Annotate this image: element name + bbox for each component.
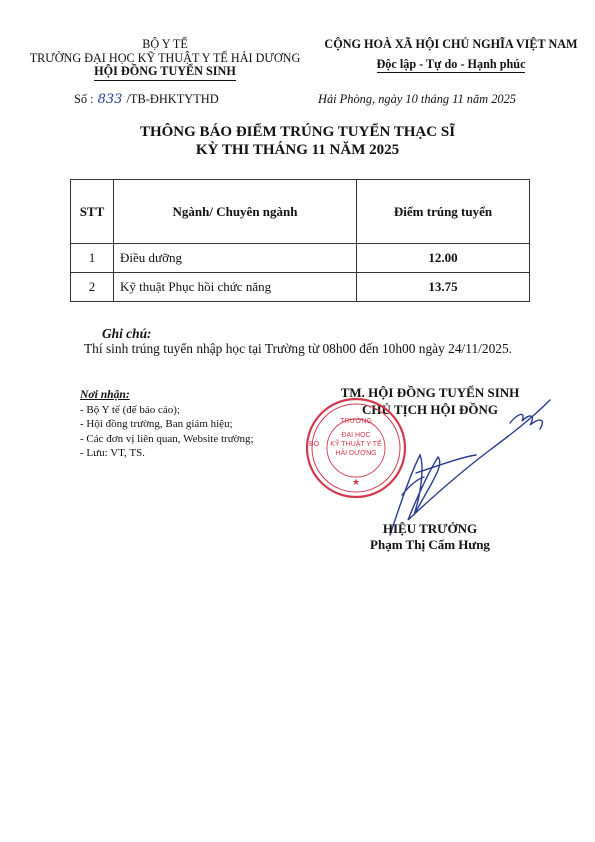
row-stt: 2 — [71, 273, 114, 302]
row-major: Điều dưỡng — [114, 244, 357, 273]
note-text: Thí sinh trúng tuyển nhập học tại Trường từ 08h00 đến 10h00 ngày 24/11/2025. — [84, 341, 513, 356]
recipients-block — [80, 388, 254, 461]
header-stt: STT — [71, 180, 114, 244]
national-motto: Độc lập - Tự do - Hạnh phúc — [377, 58, 526, 74]
doc-number-handwritten: 833 — [97, 92, 123, 107]
signer-block — [300, 521, 560, 553]
document-title — [0, 123, 595, 159]
signature-line-2: CHỦ TỊCH HỘI ĐỒNG — [362, 402, 498, 417]
title-line-2: KỲ THI THÁNG 11 NĂM 2025 — [195, 142, 400, 158]
seal-text-line2: KỸ THUẬT Y TẾ — [330, 441, 382, 448]
row-score: 13.75 — [357, 273, 530, 302]
recipients-label: Nơi nhận: — [80, 388, 130, 401]
seal-text-line1: ĐẠI HỌC — [341, 432, 371, 439]
row-stt: 1 — [71, 244, 114, 273]
title-line-1: THÔNG BÁO ĐIỂM TRÚNG TUYỂN THẠC SĨ — [139, 124, 456, 140]
signer-role: HIỆU TRƯỞNG — [382, 521, 478, 536]
seal-star-icon: ★ — [351, 477, 361, 487]
signature-line-1: TM. HỘI ĐỒNG TUYỂN SINH — [340, 385, 520, 400]
row-major: Kỹ thuật Phục hồi chức năng — [114, 273, 357, 302]
header-major: Ngành/ Chuyên ngành — [114, 180, 357, 244]
doc-number-suffix: /TB-ĐHKTYTHD — [126, 92, 219, 106]
republic-name: CỘNG HOÀ XÃ HỘI CHỦ NGHĨA VIỆT NAM — [324, 37, 578, 51]
seal-text-side: BỘ — [308, 441, 320, 448]
seal-text-line3: HẢI DƯƠNG — [335, 450, 377, 457]
council-name: HỘI ĐỒNG TUYỂN SINH — [94, 65, 236, 81]
recipient-item: - Các đơn vị liên quan, Website trường; — [80, 432, 254, 445]
doc-number-prefix: Số : — [74, 92, 94, 106]
header-score: Điểm trúng tuyển — [357, 180, 530, 244]
table-header-row — [71, 180, 530, 244]
seal-text-top: TRƯỜNG — [340, 418, 372, 425]
ministry-name: BỘ Y TẾ — [142, 37, 188, 51]
document-number — [74, 92, 219, 107]
recipient-item: - Lưu: VT, TS. — [80, 447, 145, 459]
table-row — [71, 244, 530, 273]
recipient-item: - Hội đồng trường, Ban giám hiệu; — [80, 418, 233, 430]
issuer-header — [20, 38, 310, 81]
row-score: 12.00 — [357, 244, 530, 273]
table-row — [71, 273, 530, 302]
signer-name: Phạm Thị Cẩm Hưng — [370, 537, 490, 552]
note-label: Ghi chú: — [102, 326, 152, 341]
school-name: TRƯỜNG ĐẠI HỌC KỸ THUẬT Y TẾ HẢI DƯƠNG — [29, 50, 301, 65]
document-date: Hải Phòng, ngày 10 tháng 11 năm 2025 — [318, 92, 517, 106]
recipient-item: - Bộ Y tế (để báo cáo); — [80, 403, 180, 416]
score-table — [70, 179, 530, 302]
national-header — [308, 38, 594, 73]
